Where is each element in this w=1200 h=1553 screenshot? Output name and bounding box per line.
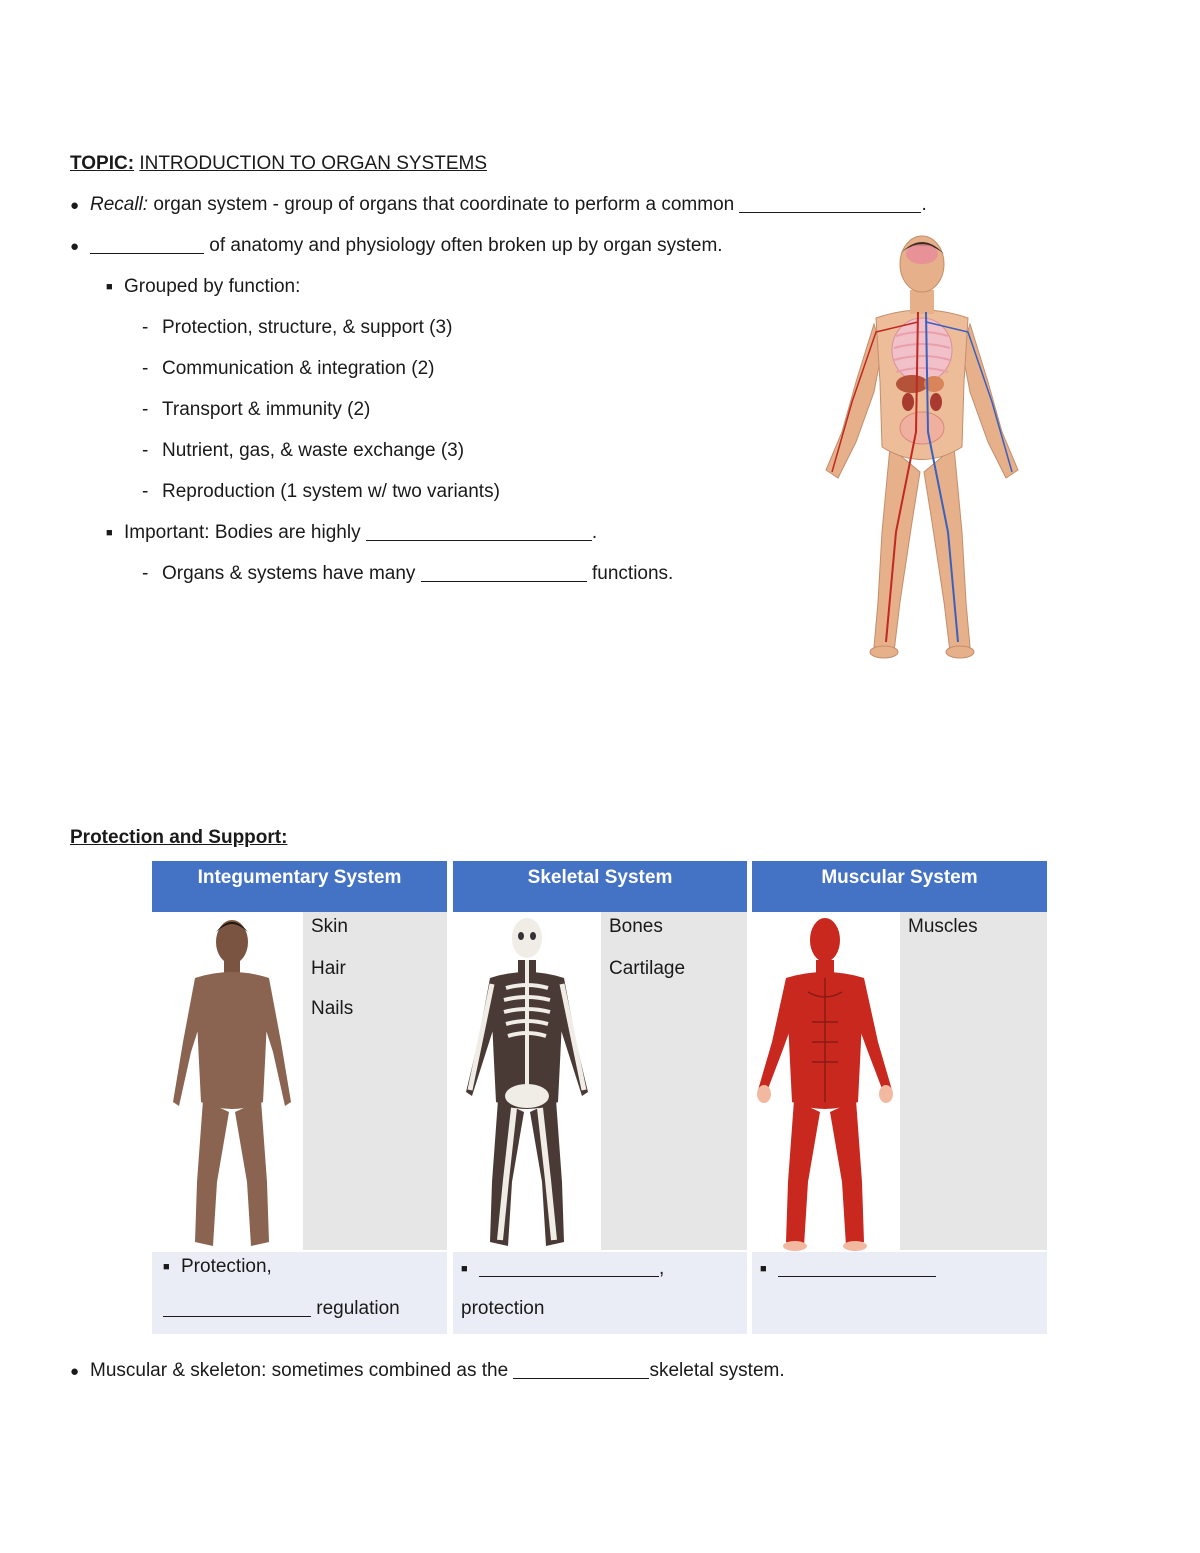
organ-item: Hair bbox=[311, 958, 346, 979]
muscular-body-illustration bbox=[752, 912, 898, 1252]
integumentary-function-line-1 bbox=[163, 1256, 272, 1278]
skeletal-function-line-1 bbox=[461, 1258, 664, 1280]
recall-end: . bbox=[921, 194, 927, 215]
fill-in-blank bbox=[739, 194, 921, 213]
organ-item: Cartilage bbox=[609, 958, 686, 979]
group-item: - Communication & integration (2) bbox=[142, 358, 435, 379]
group-item: - Reproduction (1 system w/ two variants) bbox=[142, 481, 500, 502]
fill-in-blank bbox=[421, 563, 587, 582]
important-end: . bbox=[591, 522, 598, 543]
closing-text-1: Muscular & skeleton: sometimes combined as the bbox=[90, 1360, 514, 1381]
organ-item: Skin bbox=[311, 916, 348, 937]
important-line bbox=[106, 521, 597, 547]
fill-in-blank bbox=[90, 235, 204, 254]
skeletal-body-illustration bbox=[456, 912, 598, 1252]
section-title: Protection and Support: bbox=[70, 827, 288, 848]
topic-label: TOPIC: bbox=[70, 153, 135, 174]
grouped-line bbox=[106, 275, 300, 301]
group-item-text: Transport & immunity (2) bbox=[162, 399, 371, 420]
topic-title: INTRODUCTION TO ORGAN SYSTEMS bbox=[139, 153, 487, 174]
closing-text-2: skeletal system. bbox=[649, 1360, 785, 1381]
group-item-text: Communication & integration (2) bbox=[162, 358, 435, 379]
muscular-header: Muscular System bbox=[752, 861, 1047, 912]
study-line bbox=[70, 234, 723, 259]
organs-end: functions. bbox=[586, 563, 674, 584]
skeletal-function-line-2 bbox=[461, 1298, 544, 1320]
fill-in-blank bbox=[163, 1298, 311, 1317]
fill-in-blank bbox=[479, 1258, 659, 1277]
recall-text: organ system - group of organs that coordinate to perform a common bbox=[148, 194, 740, 215]
group-item-text: Reproduction (1 system w/ two variants) bbox=[162, 481, 500, 502]
skeletal-function-text-2: protection bbox=[461, 1298, 545, 1319]
organ-item: Muscles bbox=[908, 916, 978, 937]
human-body-organ-systems-illustration bbox=[812, 232, 1032, 662]
integumentary-header: Integumentary System bbox=[152, 861, 447, 912]
recall-line bbox=[70, 193, 927, 218]
square-bullet-icon: ■ bbox=[106, 527, 113, 539]
grouped-label: Grouped by function: bbox=[124, 276, 301, 297]
integumentary-function-line-2 bbox=[163, 1298, 400, 1320]
integumentary-function-text-2: regulation bbox=[311, 1298, 400, 1319]
closing-line bbox=[70, 1359, 785, 1384]
fill-in-blank bbox=[778, 1258, 936, 1277]
study-text: of anatomy and physiology often broken up by organ system. bbox=[204, 235, 723, 256]
fill-in-blank bbox=[513, 1360, 649, 1379]
group-item: - Nutrient, gas, & waste exchange (3) bbox=[142, 440, 465, 461]
muscular-organ-cell bbox=[900, 912, 1047, 1250]
skeletal-function-text-1: , bbox=[659, 1258, 665, 1279]
integumentary-body-illustration bbox=[165, 912, 300, 1252]
bullet-icon: ● bbox=[70, 238, 80, 255]
bullet-icon: ● bbox=[70, 197, 80, 214]
organ-item: Bones bbox=[609, 916, 663, 937]
group-item-text: Protection, structure, & support (3) bbox=[162, 317, 453, 338]
square-bullet-icon: ■ bbox=[163, 1261, 170, 1273]
organs-text: Organs & systems have many bbox=[162, 563, 421, 584]
muscular-function-line-1 bbox=[760, 1258, 936, 1280]
group-item: - Transport & immunity (2) bbox=[142, 399, 371, 420]
recall-label: Recall: bbox=[90, 194, 149, 215]
square-bullet-icon: ■ bbox=[106, 281, 113, 293]
group-item-text: Nutrient, gas, & waste exchange (3) bbox=[162, 440, 465, 461]
important-text: Important: Bodies are highly bbox=[124, 522, 366, 543]
skeletal-header: Skeletal System bbox=[453, 861, 747, 912]
square-bullet-icon: ■ bbox=[760, 1263, 767, 1275]
fill-in-blank bbox=[366, 522, 592, 541]
square-bullet-icon: ■ bbox=[461, 1263, 468, 1275]
bullet-icon: ● bbox=[70, 1363, 80, 1380]
organ-item: Nails bbox=[311, 998, 354, 1019]
topic-heading bbox=[70, 152, 487, 176]
integumentary-function-text-1: Protection, bbox=[181, 1256, 272, 1277]
organs-line: - Organs & systems have many functions. bbox=[142, 563, 674, 584]
group-item: - Protection, structure, & support (3) bbox=[142, 317, 453, 338]
